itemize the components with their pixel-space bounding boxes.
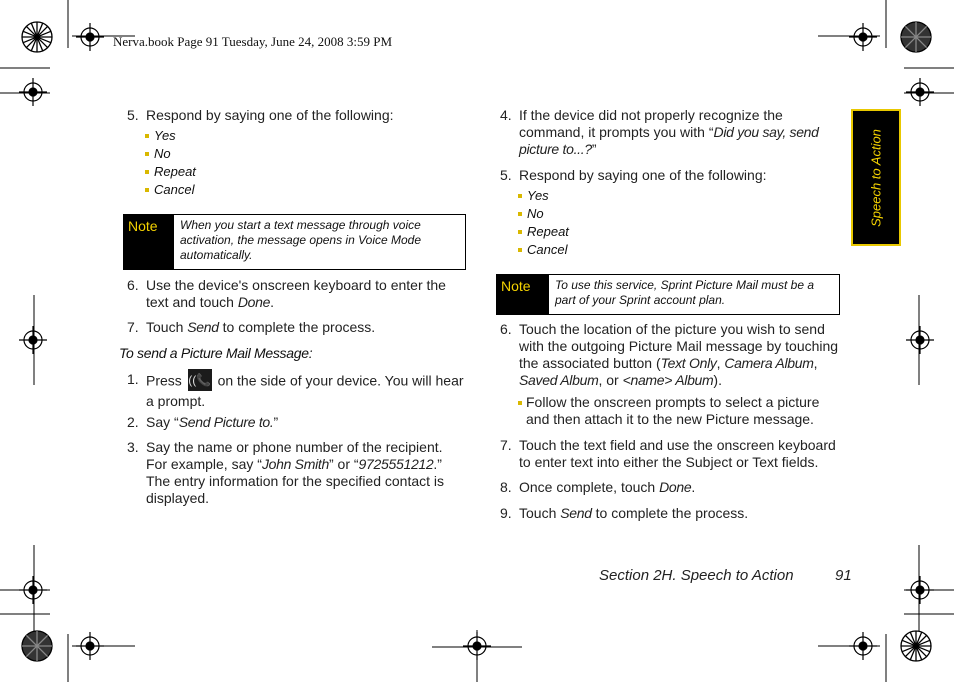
bullet-square-icon <box>518 212 522 216</box>
step-8-right: 8. Once complete, touch Done. <box>500 479 696 495</box>
step-2-picture: 2. Say “Send Picture to.” <box>127 414 279 430</box>
voice-command-key-icon: ((📞 <box>188 369 212 391</box>
step-7-right: 7. Touch the text field and use the onscreen keyboard to enter text into either the Subject or Text fields. <box>500 437 836 470</box>
step-3-picture: 3. Say the name or phone number of the recipient. For example, say “John Smith” or “9725551212.” The entry information for the specified contact is displayed. <box>127 439 445 506</box>
bullet-square-icon <box>145 188 149 192</box>
list-item: Cancel <box>518 241 569 259</box>
side-tab-label: Speech to Action <box>868 128 884 227</box>
step-6-sub-bullet: Follow the onscreen prompts to select a picture and then attach it to the new Picture message. <box>518 394 840 428</box>
list-item: No <box>518 205 569 223</box>
list-item: Yes <box>145 127 196 145</box>
footer-section-title: Section 2H. Speech to Action <box>599 567 794 584</box>
step-6-left: 6. Use the device's onscreen keyboard to enter the text and touch Done. <box>127 277 446 310</box>
bullet-square-icon <box>145 152 149 156</box>
list-item: Cancel <box>145 181 196 199</box>
bullet-square-icon <box>518 248 522 252</box>
step-9-right: 9. Touch Send to complete the process. <box>500 505 749 521</box>
section-subheading: To send a Picture Mail Message: <box>119 345 313 361</box>
step-4-right: 4. If the device did not properly recognize the command, it prompts you with “Did you say, send picture to...?” <box>500 107 819 157</box>
note-label: Note <box>124 215 174 269</box>
section-side-tab <box>851 109 901 246</box>
note-label: Note <box>497 275 549 314</box>
step-5-right: 5. Respond by saying one of the following: <box>500 167 767 183</box>
note-box-left <box>123 214 466 270</box>
bullet-square-icon <box>518 230 522 234</box>
list-item: Yes <box>518 187 569 205</box>
step-5-left: 5. Respond by saying one of the following: <box>127 107 394 123</box>
bullet-square-icon <box>145 170 149 174</box>
list-item: Repeat <box>145 163 196 181</box>
step-1-picture: 1. Press ((📞 on the side of your device. You will hear a prompt. <box>127 371 464 409</box>
bullet-square-icon <box>518 194 522 198</box>
bullet-square-icon <box>518 401 522 405</box>
page-number: 91 <box>835 567 852 584</box>
list-item: Repeat <box>518 223 569 241</box>
note-text: To use this service, Sprint Picture Mail must be a part of your Sprint account plan. <box>555 278 814 307</box>
step-6-right: 6. Touch the location of the picture you wish to send with the outgoing Picture Mail message by touching the associated button (Text Only, Camera Album, Saved Album, or <name> Album). <box>500 321 839 388</box>
step-7-left: 7. Touch Send to complete the process. <box>127 319 376 335</box>
response-list-left <box>145 127 196 199</box>
note-box-right <box>496 274 840 315</box>
response-list-right <box>518 187 569 259</box>
bullet-square-icon <box>145 134 149 138</box>
list-item: No <box>145 145 196 163</box>
print-header: Nerva.book Page 91 Tuesday, June 24, 2008 3:59 PM <box>113 34 393 49</box>
note-text: When you start a text message through voice activation, the message opens in Voice Mode automatically. <box>180 218 422 262</box>
